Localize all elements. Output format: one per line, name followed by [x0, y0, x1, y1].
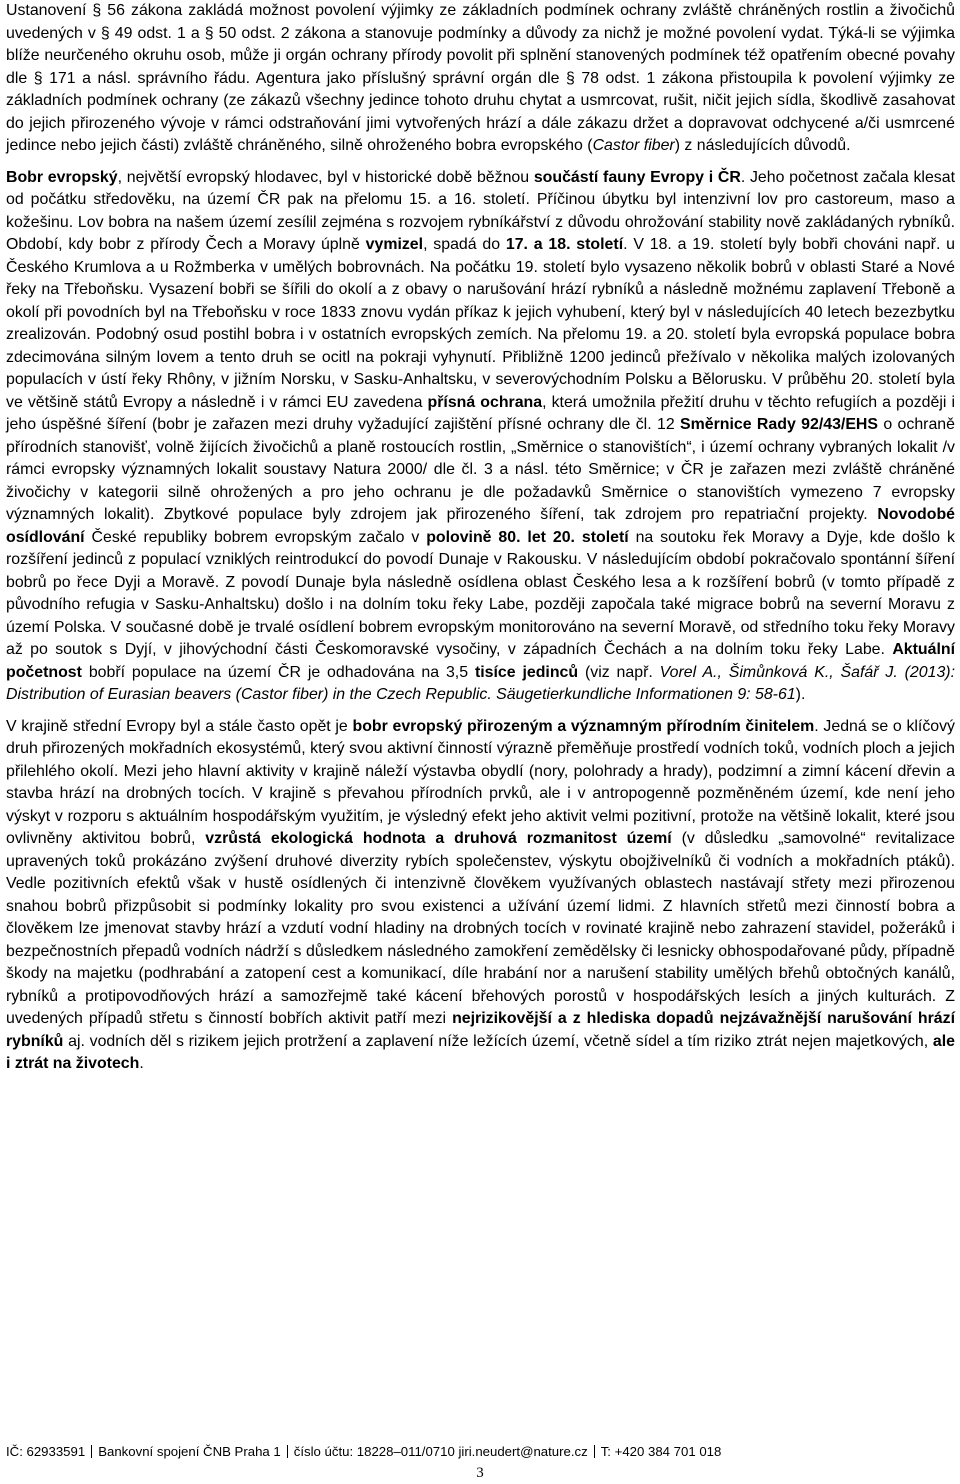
text-run: České republiky bobrem evropským začalo v — [84, 528, 427, 546]
text-run: V krajině střední Evropy byl a stále často opět je — [6, 717, 353, 735]
text-run: . Jedná se o klíčový druh přirozených mokřadních ekosystémů, který svou aktivní činností výrazně přeměňuje prostředí vodních toků, vodních ploch a jejich přilehlého okolí. Mezi jeho hlavní aktivity v krajině náleží výstavba obydlí (nory, polohrady a hrady), podzimní a zimní kácení dřevin a stavba hrází na drobných tocích. V krajině s převahou přírodních prvků, ale i v antropogenně pozměněném území, kde není jeho výskyt v rozporu s aktuálním hospodářským využitím, je výsledný efekt jeho aktivit velmi pozitivní, protože na většině lokalit, které jsou ovlivněny aktivitou bobrů, — [6, 717, 956, 847]
text-run: ). — [795, 686, 806, 703]
text-run: Ustanovení § 56 zákona zakládá možnost povolení výjimky ze základních podmínek ochrany zvláště chráněných rostlin a živočichů uvedených v § 49 odst. 1 a § 50 odst. 2 zákona a stanovuje podmínky a důvody za nichž je možné povolení vydat. Týká-li se výjimka blíže neurčeného okruhu osob, může ji orgán ochrany přírody povolit při splnění stanovených podmínek též opatřením obecné povahy dle § 171 a násl. správního řádu. Agentura jako příslušný správní orgán dle § 78 odst. 1 zákona přistoupila k povolení výjimky ze základních podmínek ochrany (ze zákazů všechny jedince tohoto druhu chytat a usmrcovat, rušit, ničit jejich sídla, škodlivě zasahovat do jejich přirozeného vývoje v rámci odstraňování jimi vytvořených hrází a dále zákazu držet a dopravovat odchycené a/či usmrcené jedince nebo jejich části) zvláště chráněného, silně ohroženého bobra evropského ( — [6, 2, 955, 154]
footer-email[interactable]: jiri.neudert@nature.cz — [458, 1444, 588, 1459]
text-run: , největší evropský hlodavec, byl v historické době běžnou — [117, 168, 534, 186]
footer-account: číslo účtu: 18228–011/0710 — [293, 1444, 455, 1459]
text-run: ) z následujících důvodů. — [674, 137, 851, 154]
emphasis-bold: přísná ochrana — [427, 393, 543, 411]
text-run: (viz např. — [578, 663, 660, 681]
emphasis-bold: vzrůstá ekologická hodnota a druhová rozmanitost území — [205, 830, 672, 847]
emphasis-bold: součástí fauny Evropy i ČR — [533, 168, 741, 186]
emphasis-italic: Castor fiber — [592, 137, 675, 154]
emphasis-bold: Aktuální početnost — [6, 641, 955, 681]
footer-separator — [594, 1445, 595, 1458]
footer-phone: T: +420 384 701 018 — [600, 1444, 722, 1459]
emphasis-bold: ale i ztrát na životech — [6, 1032, 955, 1072]
text-run: , spadá do — [423, 236, 506, 253]
text-run: na soutoku řek Moravy a Dyje, kde došlo k rozšíření jedinců z populací vzniklých reintrodukcí do povodí Dunaje v Rakousku. V následujícím období pokračovalo spontánní šíření bobrů po řece Dyji a Moravě. Z povodí Dunaje byla následně osídlena oblast Českého lesa a k rozšíření bobrů (v tomto případě z původního refugia v Sasku-Anhaltsku) došlo i na dolním toku řeky Labe, později započala také migrace bobrů na severní Moravu z území Polska. V současné době je trvalé osídlení bobrem evropským monitorováno na severní Moravě, od středního toku řeky Moravy až po soutok s Dyjí, v jihovýchodní části Českomoravské vysočiny, v západních Čechách a na dolním toku řeky Labe. — [6, 528, 955, 658]
emphasis-bold: Směrnice Rady 92/43/EHS — [680, 416, 878, 433]
emphasis-bold: bobr evropský přirozeným a významným přírodním činitelem — [352, 717, 815, 735]
emphasis-bold: polovině 80. let 20. století — [426, 528, 629, 546]
page-number: 3 — [476, 1465, 484, 1481]
text-run: . — [139, 1055, 144, 1072]
paragraph-beaver-role — [6, 716, 955, 1076]
emphasis-italic: Vorel A., Šimůnková K., Šafář J. (2013): Distribution of Eurasian beavers (Castor fiber) in the Czech Republic. Säugetierkundliche Informationen 9: 58-61 — [6, 663, 955, 703]
emphasis-bold: Novodobé osídlování — [6, 506, 955, 546]
paragraph-beaver-history — [6, 167, 955, 707]
emphasis-bold: Bobr evropský — [6, 168, 118, 186]
text-run: . Jeho početnost začala klesat od počátku středověku, na území ČR pak na přelomu 15. a 16. století. Příčinou úbytku byl intenzivní lov pro castoreum, maso a kožešinu. Lov bobra na našem území zesílil zejména s rozvojem rybníkářství z důvodu ohrožování stability nově zakládaných rybníků. Období, kdy bobr z přírody Čech a Moravy úplně — [6, 168, 955, 253]
page-footer — [6, 1443, 955, 1461]
emphasis-bold: 17. a 18. století — [505, 236, 624, 253]
footer-separator — [91, 1445, 92, 1458]
text-run: o ochraně přírodních stanovišť, volně žijících živočichů a planě rostoucích rostlin, „Směrnice o stanovištích“, i území ochrany vybraných lokalit /v rámci evropsky významných lokalit soustavy Natura 2000/ dle čl. 3 a násl. této Směrnice; v ČR je zařazen mezi zvláště chráněné živočichy v kategorii silně ohrožených a pro jeho ochranu je dle požadavků Směrnice o stanovištích vymezeno 7 evropsky významných lokalit). Zbytkové populace byly zdrojem jak přirozeného šíření, tak zdrojem pro repatriační projekty. — [6, 416, 955, 523]
paragraph-exemption-basis — [6, 0, 955, 158]
emphasis-bold: nejrizikovější a z hlediska dopadů nejzávažnější narušování hrází rybníků — [6, 1010, 955, 1050]
footer-separator — [287, 1445, 288, 1458]
footer-bank: Bankovní spojení ČNB Praha 1 — [98, 1444, 281, 1459]
text-run: , která umožnila přežití druhu v těchto refugiích a později i jeho úspěšné šíření (bobr je zařazen mezi druhy vyžadující zajištění přísné ochrany dle čl. 12 — [6, 393, 956, 433]
text-run: aj. vodních děl s rizikem jejich protržení a zaplavení níže ležících území, včetně sídel a tím riziko ztrát nejen majetkových, — [63, 1032, 933, 1050]
footer-ico: IČ: 62933591 — [6, 1444, 86, 1459]
emphasis-bold: tisíce jedinců — [474, 663, 579, 681]
document-body — [6, 0, 955, 1076]
text-run: . V 18. a 19. století byly bobři chováni např. u Českého Krumlova a u Rožmberka v umělých bobrovnách. Na počátku 19. století bylo vysazeno několik bobrů v oblasti Staré a Nové řeky na Třeboňsku. Vysazení bobři se šířili do okolí a z obavy o narušování hrází rybníků a následně možnému zaplavení Třeboně a okolí při povodních byl na Třeboňsku v roce 1833 znovu vydán příkaz k jejich vyhubení, který byl v následujících 40 letech bezezbytku zrealizován. Podobný osud postihl bobra i v ostatních evropských zemích. Na přelomu 19. a 20. století byla evropská populace bobra zdecimována silným lovem a tento druh se ocitl na pokraji vyhynutí. Přibližně 1200 jedinců přežívalo v několika malých izolovaných populacích v ústí řeky Rhôny, v jižním Norsku, v Sasku-Anhaltsku, v severovýchodním Polsku a Bělorusku. V průběhu 20. století byla ve většině států Evropy a následně i v rámci EU zavedena — [6, 236, 956, 411]
emphasis-bold: vymizel — [365, 236, 424, 253]
text-run: bobří populace na území ČR je odhadována na 3,5 — [81, 663, 475, 681]
text-run: (v důsledku „samovolné“ revitalizace upravených toků prokázáno zvýšení druhové diverzity rybích společenstev, výskytu obojživelníků či vodních a mokřadních ptáků). Vedle pozitivních efektů však v hustě osídlených či intenzivně člověkem využívaných oblastech nastávají střety mezi přirozenou snahou bobrů přizpůsobit si podmínky lokality pro svou existenci a užívání území lidmi. Z hlavních střetů mezi činností bobra a člověkem lze jmenovat stavby hrází a vzdutí vodní hladiny na drobných tocích v rovinaté krajině nebo zahrazení stavidel, požeráků i bezpečnostních přepadů vodních nádrží s důsledkem následného zamokření zemědělsky či lesnicky obhospodařované půdy, případně škody na majetku (podhrabání a zatopení cest a komunikací, díle hrabání nor a narušení stability umělých břehů obtočných kanálů, rybníků a protipovodňových hrází a samozřejmě také kácení břehových porostů v hospodářských lesích a jiných kulturách. Z uvedených případů střetu s činností bobřích aktivit patří mezi — [6, 830, 956, 1027]
